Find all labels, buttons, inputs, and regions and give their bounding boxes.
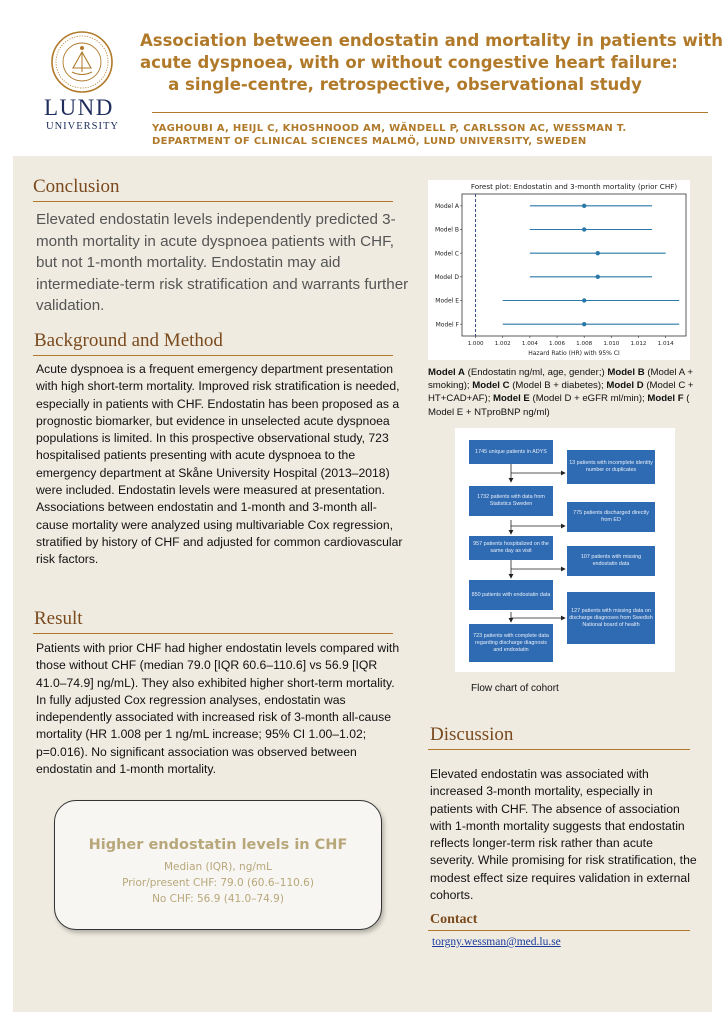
flow-box: 13 patients with incomplete identity number or duplicates: [567, 450, 655, 484]
flow-box: 850 patients with endostatin data: [469, 580, 553, 610]
hr-point: [596, 275, 600, 279]
y-tick-label: Model C: [434, 250, 459, 258]
forest-plot-caption: [428, 366, 696, 419]
flow-box: 107 patients with missing endostatin data: [567, 546, 655, 576]
discussion-heading: Discussion: [430, 724, 514, 745]
contact-heading: Contact: [430, 912, 478, 927]
conclusion-heading: Conclusion: [33, 176, 120, 197]
y-tick-label: Model D: [434, 274, 459, 282]
x-tick-label: 1.008: [576, 341, 593, 347]
model-description: (Endostatin ng/ml, age, gender;): [464, 367, 608, 378]
author-block: [152, 122, 712, 148]
conclusion-divider: [33, 201, 393, 202]
flow-box: 1745 unique patients in ADYS: [469, 440, 553, 464]
model-description: ( Model E + NTproBNP ng/ml): [428, 393, 690, 418]
hr-point: [582, 298, 586, 302]
model-name: Model E: [493, 393, 530, 405]
contact-email-link[interactable]: torgny.wessman@med.lu.se: [432, 936, 561, 948]
callout-line: Prior/present CHF: 79.0 (60.6–110.6): [122, 877, 314, 889]
title-line: Association between endostatin and mortality in patients with: [140, 31, 724, 50]
y-tick-label: Model F: [435, 321, 459, 329]
x-axis-label: Hazard Ratio (HR) with 95% CI: [528, 350, 620, 357]
logo-subtitle: UNIVERSITY: [46, 121, 119, 132]
hr-point: [582, 204, 586, 208]
y-tick-label: Model A: [434, 203, 459, 211]
header-divider: [152, 112, 708, 113]
model-name: Model F: [647, 393, 684, 405]
flow-box: 957 patients hospitalized on the same day as visit: [469, 536, 553, 560]
chart-title: Forest plot: Endostatin and 3-month mortality (prior CHF): [470, 182, 678, 191]
model-description: (Model D + eGFR ml/min);: [529, 393, 648, 405]
hr-point: [582, 227, 586, 231]
model-description: (Model B + diabetes);: [509, 380, 607, 392]
x-tick-label: 1.000: [467, 341, 484, 347]
x-tick-label: 1.004: [521, 341, 538, 347]
discussion-text: Elevated endostatin was associated with increased 3-month mortality, especially in patients with CHF. The absence of association with 1-month mortality suggests that endostatin reflects longer-term risk rather than acute severity. While promising for risk stratification, the modest effect size requires validation in external cohorts.: [430, 767, 697, 903]
callout-line: Median (IQR), ng/mL: [164, 861, 272, 873]
model-name: Model A: [428, 367, 465, 378]
hr-point: [596, 251, 600, 255]
title-line: a single-centre, retrospective, observational study: [168, 75, 642, 94]
callout-line: No CHF: 56.9 (41.0–74.9): [152, 893, 284, 905]
conclusion-text: Elevated endostatin levels independently predicted 3-month mortality in acute dyspnoea patients with CHF, but not 1-month mortality. Endostatin may aid intermediate-term risk stratification and warrants further validation.: [36, 211, 409, 314]
poster-title: [140, 30, 724, 96]
background-divider: [33, 355, 393, 356]
y-tick-label: Model B: [434, 226, 459, 234]
discussion-divider: [428, 749, 690, 750]
background-text: Acute dyspnoea is a frequent emergency department presentation with high short-term mortality. Improved risk stratification is needed, especially in patients with CHF. Endostatin has been proposed as a prognostic biomarker, but evidence in unselected acute dyspnoea populations is limited. In this prospective observational study, 723 hospitalised patients presenting with acute dyspnoea to the emergency department at Skåne University Hospital (2013–2018) were included. Endostatin levels were measured at presentation. Associations between endostatin and 1-month and 3-month all-cause mortality were analyzed using multivariable Cox regression, stratified by history of CHF and adjusted for common cardiovascular risk factors.: [36, 362, 403, 567]
key-finding-callout: [54, 800, 382, 930]
title-line: acute dyspnoea, with or without congestive heart failure:: [140, 53, 678, 72]
flow-box: 775 patients discharged directly from ED: [567, 502, 655, 532]
flow-chart-caption: Flow chart of cohort: [471, 683, 559, 694]
model-name: Model B: [607, 367, 645, 378]
result-divider: [33, 633, 393, 634]
x-tick-label: 1.010: [603, 341, 620, 347]
callout-title: Higher endostatin levels in CHF: [88, 837, 348, 853]
logo-wordmark: LUND: [44, 95, 114, 120]
model-description: (Model C + HT+CAD+AF);: [428, 380, 694, 405]
model-name: Model D: [606, 380, 644, 392]
model-name: Model C: [472, 380, 510, 392]
forest-plot: [428, 180, 690, 360]
background-heading: Background and Method: [34, 330, 223, 351]
result-heading: Result: [34, 608, 83, 629]
affiliation: DEPARTMENT OF CLINICAL SCIENCES MALMÖ, LUND UNIVERSITY, SWEDEN: [152, 136, 587, 147]
lund-university-logo: [40, 28, 130, 138]
poster-header: [0, 0, 724, 152]
contact-divider: [428, 930, 690, 931]
x-tick-label: 1.006: [549, 341, 566, 347]
forest-plot-figure: [428, 180, 690, 360]
result-text: Patients with prior CHF had higher endostatin levels compared with those without CHF (median 79.0 [IQR 60.6–110.6] vs 56.9 [IQR 41.0–74.9] ng/mL). They also exhibited higher short-term mortality. In fully adjusted Cox regression analyses, endostatin was independently associated with increased risk of 3-month all-cause mortality (HR 1.008 per 1 ng/mL increase; 95% CI 1.00–1.02; p=0.016). No significant association was observed between endostatin and 1-month mortality.: [36, 641, 400, 777]
x-tick-label: 1.012: [630, 341, 647, 347]
flow-box: 1732 patients with data from Statistics Sweden: [469, 486, 553, 516]
plot-frame: [462, 194, 686, 336]
y-tick-label: Model E: [435, 297, 459, 305]
hr-point: [582, 322, 586, 326]
flow-box: 127 patients with missing data on discharge diagnoses from Swedish National board of health: [567, 592, 655, 644]
flow-box: 723 patients with complete data regarding discharge diagnosis and endostatin: [469, 624, 553, 662]
x-tick-label: 1.014: [657, 341, 674, 347]
author-list: YAGHOUBI A, HEIJL C, KHOSHNOOD AM, WÄNDELL P, CARLSSON AC, WESSMAN T.: [152, 123, 627, 134]
model-description: (Model A + smoking);: [428, 367, 693, 392]
cohort-flow-chart: [455, 428, 675, 672]
x-tick-label: 1.002: [494, 341, 511, 347]
